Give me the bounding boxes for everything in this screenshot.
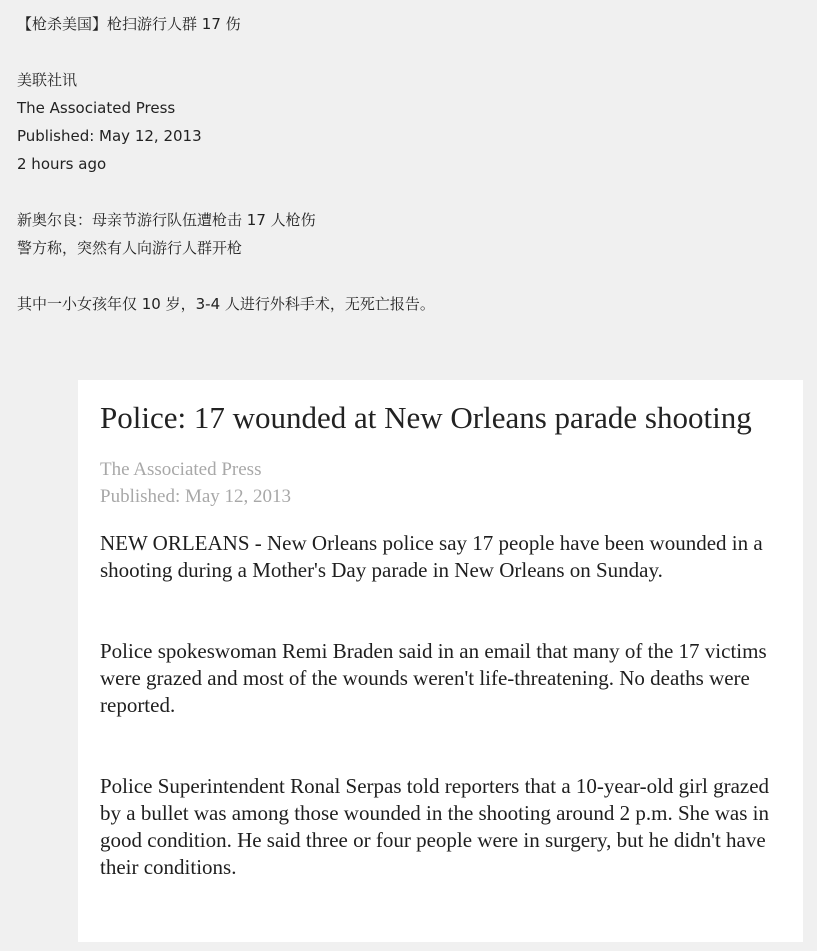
article-paragraph-1-text: New Orleans police say 17 people have been wounded in a shooting during a Mother's Day parade in New Orleans on Sunday. bbox=[100, 531, 763, 582]
article-published: Published: May 12, 2013 bbox=[100, 486, 292, 507]
spacer bbox=[17, 262, 797, 290]
article-meta bbox=[100, 456, 781, 510]
post-time-ago: 2 hours ago bbox=[17, 155, 107, 173]
article-headline: Police: 17 wounded at New Orleans parade shooting bbox=[100, 400, 752, 435]
spacer bbox=[17, 178, 797, 206]
post-title: 【枪杀美国】枪扫游行人群 17 伤 bbox=[17, 15, 241, 33]
post-summary-line-1: 新奥尔良：母亲节游行队伍遭枪击 17 人枪伤 bbox=[17, 211, 316, 229]
article-paragraph-1 bbox=[100, 530, 781, 584]
post-text bbox=[17, 10, 797, 318]
post-source-en: The Associated Press bbox=[17, 99, 176, 117]
article-paragraph-2: Police spokeswoman Remi Braden said in an email that many of the 17 victims were grazed and most of the wounds weren't life-threatening. No deaths were reported. bbox=[100, 639, 767, 717]
article-dateline: NEW ORLEANS - bbox=[100, 531, 262, 555]
post-summary-line-2: 警方称，突然有人向游行人群开枪 bbox=[17, 239, 243, 257]
article-byline: The Associated Press bbox=[100, 459, 262, 480]
post-source-cn: 美联社讯 bbox=[17, 71, 78, 89]
spacer bbox=[17, 38, 797, 66]
post-summary-line-3: 其中一小女孩年仅 10 岁，3-4 人进行外科手术，无死亡报告。 bbox=[17, 295, 435, 313]
article-screenshot bbox=[78, 380, 803, 942]
article-paragraph-3: Police Superintendent Ronal Serpas told reporters that a 10-year-old girl grazed by a bullet was among those wounded in the shooting around 2 p.m. She was in good condition. He said three or four people were in surgery, but he didn't have their conditions. bbox=[100, 774, 770, 879]
post-published: Published: May 12, 2013 bbox=[17, 127, 202, 145]
